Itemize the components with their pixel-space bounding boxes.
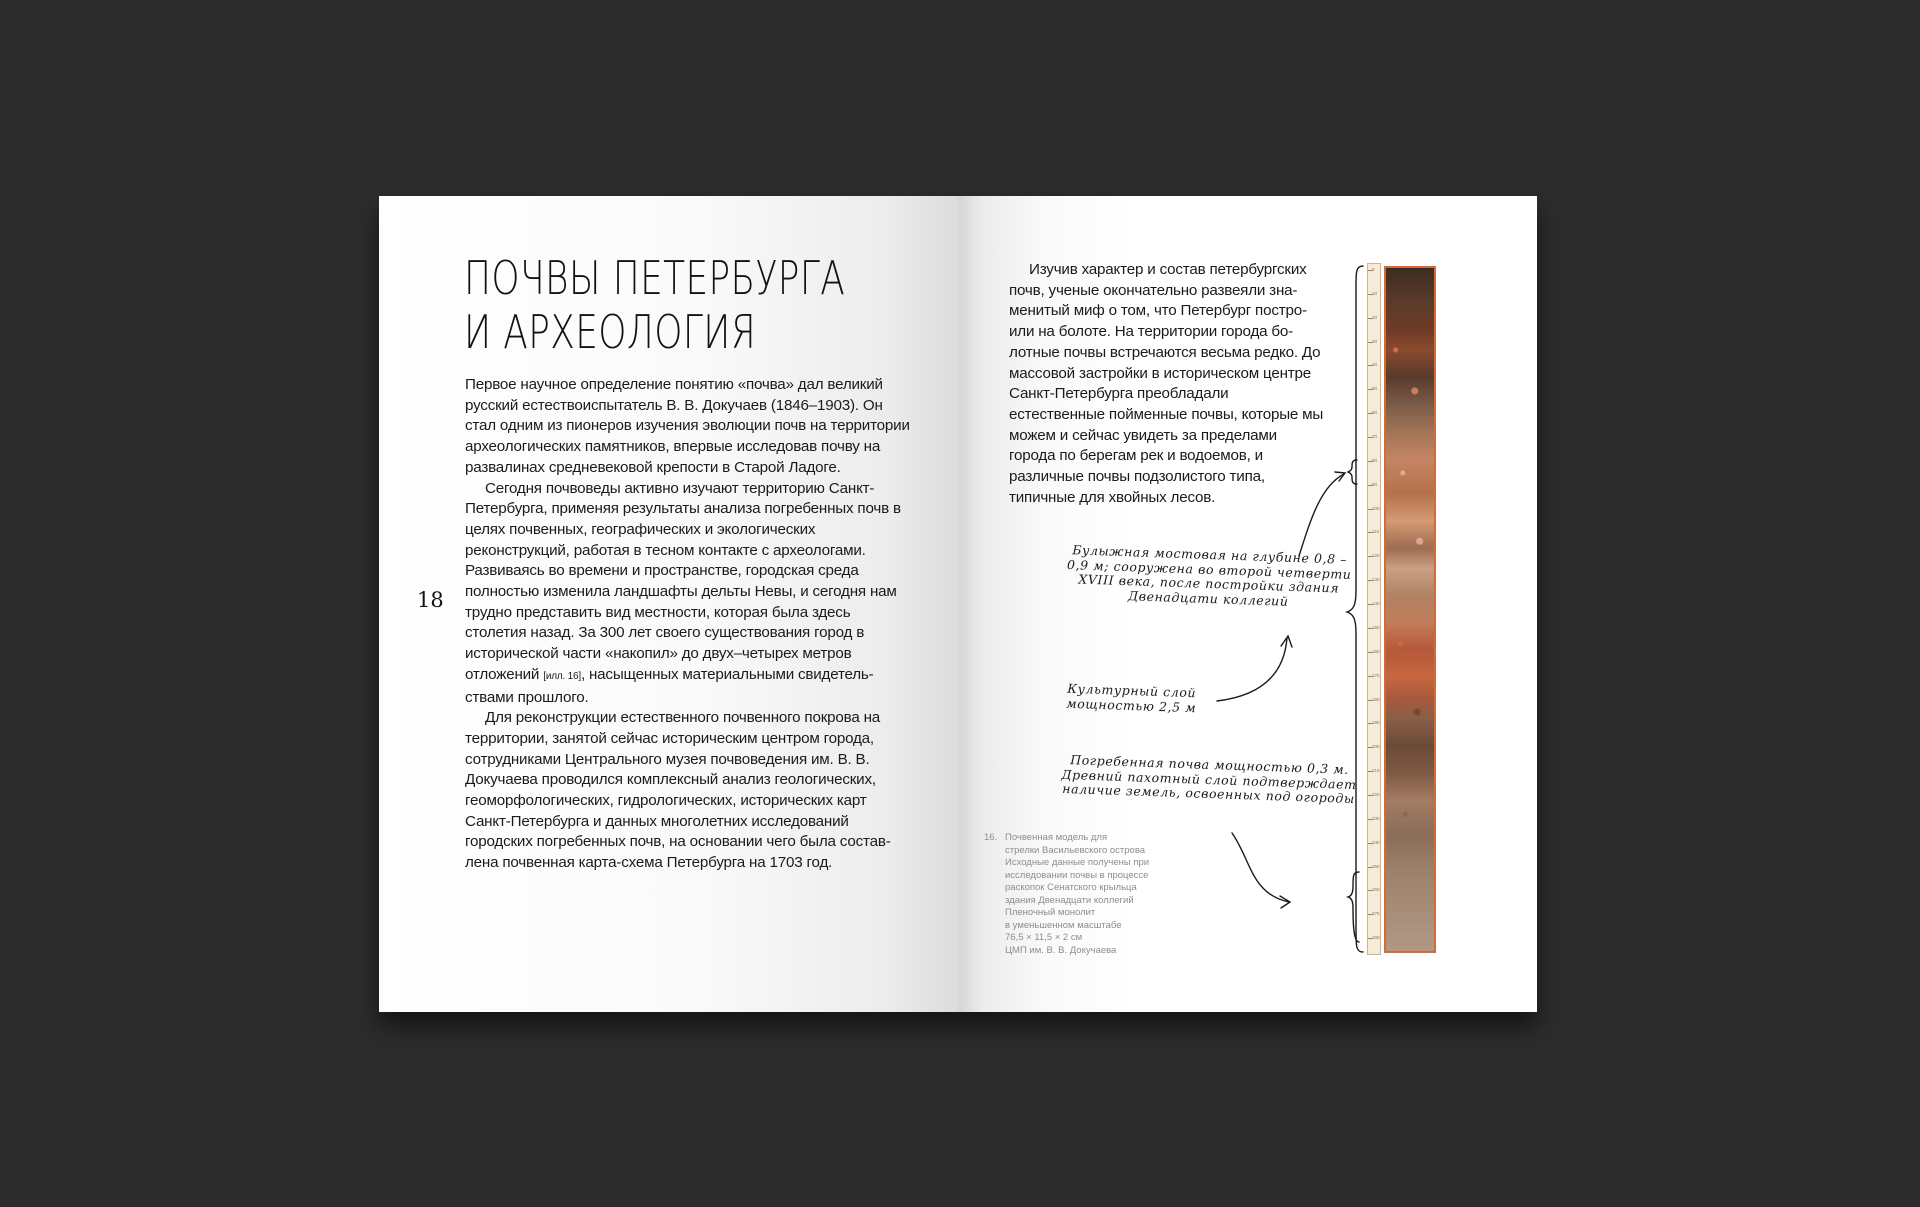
book-spread bbox=[379, 196, 1537, 1012]
ruler-label: 270 bbox=[1372, 911, 1380, 917]
ruler-label: 30 bbox=[1372, 338, 1378, 344]
arrowhead bbox=[1335, 472, 1345, 481]
ruler-label: 20 bbox=[1372, 314, 1378, 320]
paragraph: Для реконструкции естественного почвенного покрова на территории, занятой сейчас историческим центром города, сотрудниками Центрального музея почвоведения им. В. В. Докучаева проводился комплексный анализ геологических, геоморфологических, гидрологических, исторических карт Санкт-Петербурга и данных многолетних исследований городских погребенных почв, на основании чего была составлена почвенная карта-схема Петербурга на 1703 год. bbox=[465, 709, 891, 872]
paragraph-text: Сегодня почвоведы активно изучают территорию Санкт-Петербурга, применяя результаты анализа погребенных почв в целях почвенных, географических и экологических реконструкций, работая в тесном контакте с археологами. Развиваясь во времени и пространстве, городская среда полностью изменила ландшафты дельты Невы, и сегодня нам трудно представить вид местности, которая была здесь столетия назад. За 300 лет своего существования город в исторической части «накопил» до двух–четырех метров отложений bbox=[465, 479, 901, 683]
ruler-label: 130 bbox=[1372, 577, 1380, 583]
ruler-label: 60 bbox=[1372, 410, 1378, 416]
paragraph: Первое научное определение понятию «почва» дал великий русский естествоиспытатель В. В. Докучаев (1846–1903). Он стал одним из пионеров изучения эволюции почв на территории археологических памятников, впервые исследовав почву на развалинах средневековой крепости в Старой Ладоге. bbox=[465, 376, 910, 476]
ruler-label: 260 bbox=[1372, 887, 1380, 893]
caption-line: Пленочный монолит bbox=[1005, 907, 1096, 918]
arrowhead bbox=[1280, 896, 1290, 908]
ruler-label: 120 bbox=[1372, 553, 1380, 559]
ruler-label: 90 bbox=[1372, 481, 1378, 487]
caption-line: здания Двенадцати коллегий bbox=[1005, 894, 1134, 906]
right-page bbox=[959, 196, 1537, 1012]
measurement-ruler bbox=[1367, 263, 1381, 955]
ruler-label: 240 bbox=[1372, 839, 1380, 845]
brace-small-upper bbox=[1348, 460, 1357, 484]
ruler-label: 50 bbox=[1372, 386, 1378, 392]
handwritten-annotation-cultural-layer: Культурный слой мощностью 2,5 м bbox=[1066, 680, 1197, 715]
ruler-label: 100 bbox=[1372, 505, 1380, 511]
arrow-to-cultural-layer bbox=[1217, 638, 1287, 701]
ruler-label: 110 bbox=[1372, 529, 1380, 535]
ruler-label: 150 bbox=[1372, 624, 1380, 630]
ruler-label: 200 bbox=[1372, 744, 1380, 750]
ruler-label: 160 bbox=[1372, 648, 1380, 654]
handwritten-annotation-buried-soil: Погребенная почва мощностью 0,3 м. Древний пахотный слой подтверждает наличие земель, освоенных под огороды bbox=[1061, 752, 1357, 807]
brace-small-lower bbox=[1348, 872, 1359, 942]
caption-line: стрелки Васильевского острова bbox=[1005, 844, 1146, 856]
caption-text bbox=[1005, 832, 1165, 957]
caption-line: Почвенная модель для bbox=[1005, 832, 1108, 843]
paragraph-text-end: , насыщенных материальными свидетельствами прошлого. bbox=[465, 665, 874, 706]
page-number: 18 bbox=[417, 588, 444, 612]
paragraph: Изучив характер и состав петербургских почв, ученые окончательно развеяли знаменитый миф о том, что Петербург построили на болоте. На территории города болотные почвы встречаются весьма редко. До массовой застройки в историческом центре Санкт-Петербурга преобладали естественные пойменные почвы, которые мы можем и сейчас увидеть за пределами города по берегам рек и водоемов, и различные почвы подзолистого типа, типичные для хвойных лесов. bbox=[1009, 261, 1324, 506]
caption-line: 76,5 × 11,5 × 2 см bbox=[1005, 932, 1083, 943]
left-page bbox=[379, 196, 959, 1012]
ruler-label: 0 bbox=[1372, 267, 1375, 272]
arrow-to-buried-soil bbox=[1232, 833, 1289, 902]
ruler-label: 180 bbox=[1372, 696, 1380, 702]
soil-monolith-image bbox=[1384, 266, 1436, 953]
illustration-reference: [илл. 16] bbox=[543, 670, 581, 682]
body-text bbox=[465, 375, 910, 874]
ruler-label: 230 bbox=[1372, 815, 1380, 821]
handwritten-annotation-pavement: Булыжная мостовая на глубине 0,8 – 0,9 м; сооружена во второй четверти XVIII века, после постройки здания Двенадцати коллегий bbox=[1066, 542, 1352, 609]
caption-line: ЦМП им. В. В. Докучаева bbox=[1005, 944, 1117, 956]
ruler-label: 40 bbox=[1372, 362, 1378, 368]
ruler-label: 250 bbox=[1372, 863, 1380, 869]
ruler-label: 220 bbox=[1372, 791, 1380, 797]
ruler-label: 80 bbox=[1372, 457, 1378, 463]
ruler-label: 10 bbox=[1372, 290, 1378, 296]
ruler-label: 140 bbox=[1372, 601, 1380, 607]
ruler-label: 280 bbox=[1372, 935, 1380, 941]
arrowhead bbox=[1281, 636, 1292, 647]
caption-line: Исходные данные получены при bbox=[1005, 857, 1150, 868]
caption-number: 16. bbox=[984, 832, 998, 843]
ruler-label: 170 bbox=[1372, 672, 1380, 678]
ruler-label: 210 bbox=[1372, 768, 1380, 774]
caption-line: в уменьшенном масштабе bbox=[1005, 919, 1122, 931]
ruler-label: 190 bbox=[1372, 720, 1380, 726]
caption-line: раскопок Сенатского крыльца bbox=[1005, 882, 1137, 893]
paragraph bbox=[465, 479, 910, 709]
ruler-label: 70 bbox=[1372, 434, 1378, 440]
page-title: ПОЧВЫ ПЕТЕРБУРГА И АРХЕОЛОГИЯ bbox=[464, 251, 846, 359]
caption-line: исследовании почвы в процессе bbox=[1005, 869, 1149, 881]
body-text bbox=[1009, 260, 1327, 508]
